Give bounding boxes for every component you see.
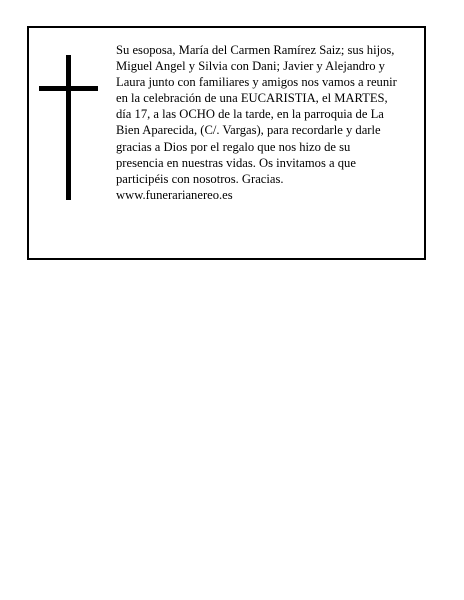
cross-vertical-bar	[66, 55, 71, 200]
latin-cross-icon	[39, 55, 99, 200]
notice-line: Laura junto con familiares y amigos nos vamos a reunir	[116, 75, 397, 90]
notice-line: presencia en nuestras vidas. Os invitamos a que	[116, 155, 356, 170]
funeral-notice-card	[27, 26, 426, 260]
notice-line: día 17, a las OCHO de la tarde, en la parroquia de La	[116, 107, 384, 122]
notice-line: en la celebración de una EUCARISTIA, el MARTES,	[116, 91, 388, 106]
website-link[interactable]: www.funerarianereo.es	[116, 187, 233, 202]
notice-text	[116, 42, 422, 203]
notice-line: Bien Aparecida, (C/. Vargas), para recordarle y darle	[116, 123, 381, 138]
notice-line: Miguel Angel y Silvia con Dani; Javier y Alejandro y	[116, 59, 385, 74]
notice-line: participéis con nosotros. Gracias.	[116, 171, 284, 186]
notice-line: Su esoposa, María del Carmen Ramírez Saiz; sus hijos,	[116, 43, 395, 57]
notice-line: gracias a Dios por el regalo que nos hizo de su	[116, 139, 351, 154]
cross-horizontal-bar	[39, 86, 98, 91]
